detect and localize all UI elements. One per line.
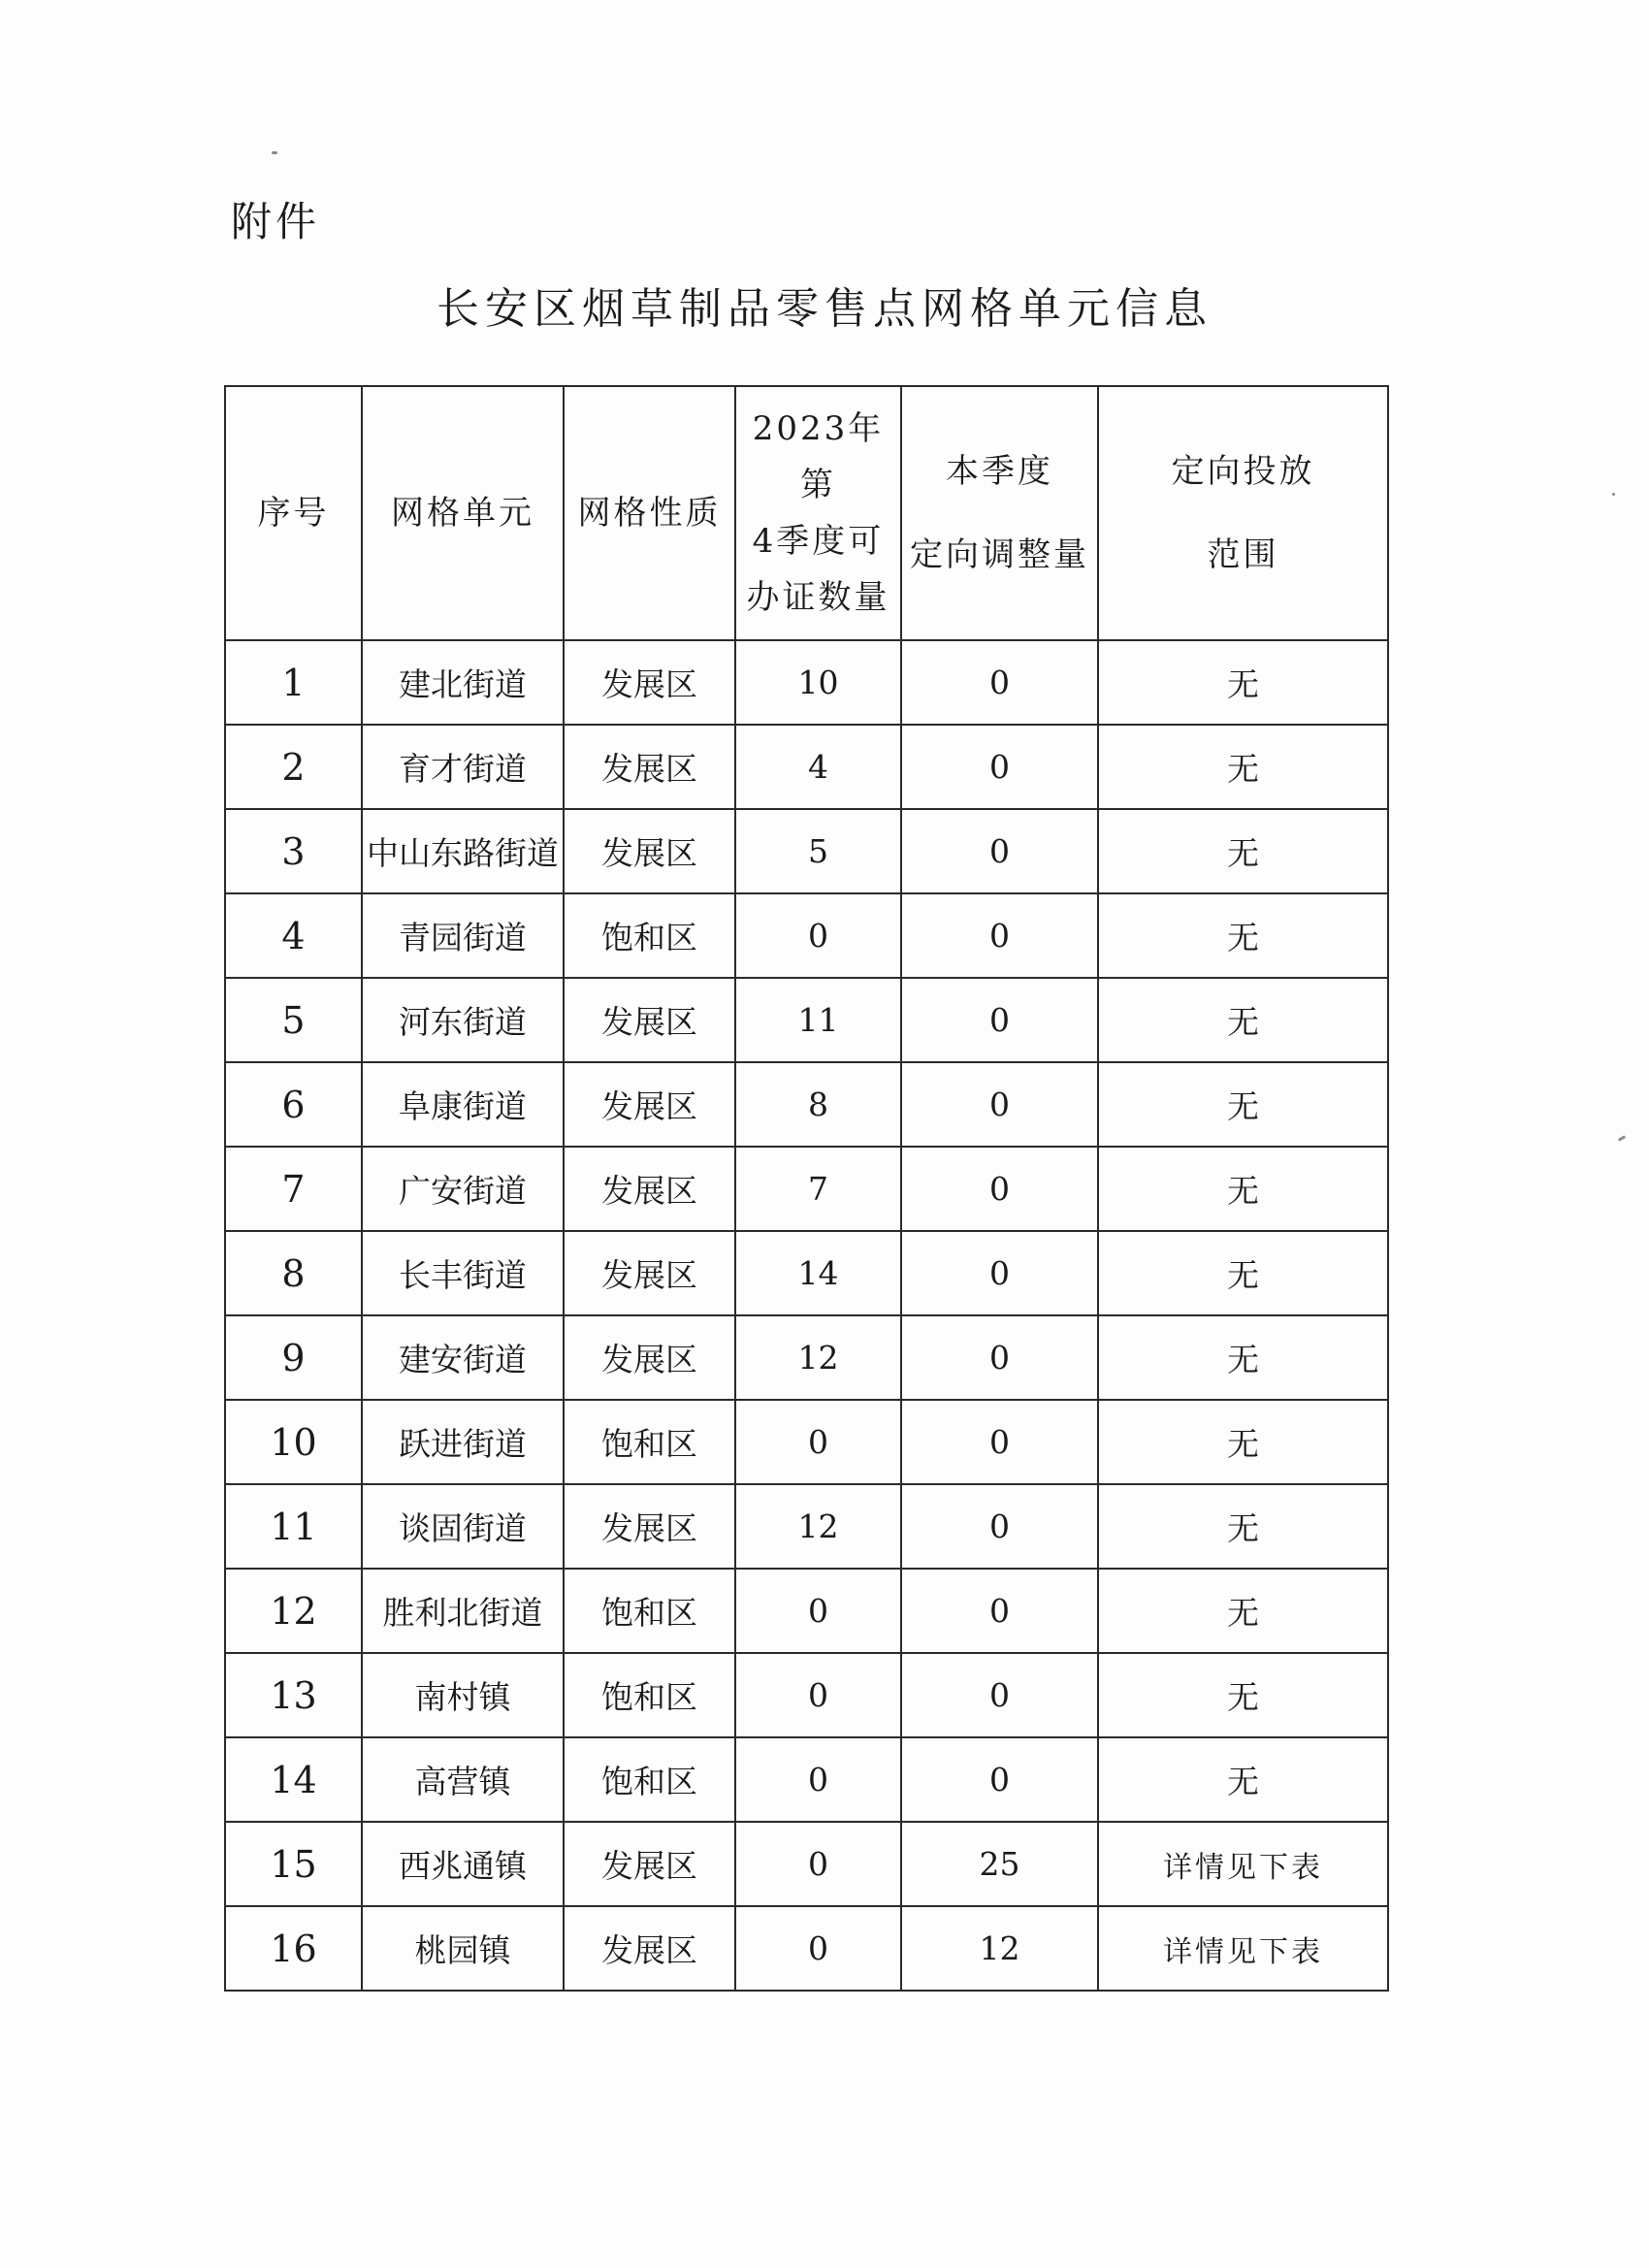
cell-scope: 无	[1098, 1231, 1388, 1315]
table-row	[225, 1484, 1388, 1569]
cell-grid-unit: 桃园镇	[362, 1906, 564, 1991]
cell-grid-type: 发展区	[564, 1147, 735, 1231]
cell-index: 5	[225, 978, 362, 1062]
table-header-row	[225, 386, 1388, 640]
cell-index: 7	[225, 1147, 362, 1231]
table-row	[225, 1906, 1388, 1991]
cell-permits: 10	[735, 640, 901, 725]
cell-grid-unit: 广安街道	[362, 1147, 564, 1231]
grid-unit-table	[224, 385, 1389, 1992]
cell-grid-unit: 高营镇	[362, 1737, 564, 1822]
cell-index: 14	[225, 1737, 362, 1822]
cell-permits: 11	[735, 978, 901, 1062]
scan-speck	[272, 151, 277, 154]
cell-permits: 7	[735, 1147, 901, 1231]
cell-adjustment: 12	[901, 1906, 1098, 1991]
table-row	[225, 1569, 1388, 1653]
scan-speck	[1612, 493, 1615, 496]
cell-permits: 4	[735, 725, 901, 809]
header-adjustment-line2: 定向调整量	[910, 535, 1089, 574]
cell-grid-unit: 中山东路街道	[362, 809, 564, 893]
cell-grid-type: 发展区	[564, 1906, 735, 1991]
cell-adjustment: 0	[901, 1653, 1098, 1737]
table-row	[225, 809, 1388, 893]
cell-scope: 无	[1098, 1653, 1388, 1737]
cell-permits: 5	[735, 809, 901, 893]
cell-index: 12	[225, 1569, 362, 1653]
cell-index: 10	[225, 1400, 362, 1484]
header-permits-line1: 2023年第	[752, 409, 885, 504]
header-permits	[735, 386, 901, 640]
cell-scope: 无	[1098, 1147, 1388, 1231]
cell-scope: 详情见下表	[1098, 1822, 1388, 1906]
table-row	[225, 725, 1388, 809]
cell-scope: 无	[1098, 978, 1388, 1062]
cell-grid-unit: 育才街道	[362, 725, 564, 809]
table-row	[225, 1315, 1388, 1400]
cell-grid-unit: 阜康街道	[362, 1062, 564, 1147]
scan-speck	[1618, 1135, 1626, 1142]
cell-grid-type: 发展区	[564, 1822, 735, 1906]
cell-permits: 12	[735, 1484, 901, 1569]
cell-grid-type: 饱和区	[564, 1400, 735, 1484]
cell-scope: 无	[1098, 1737, 1388, 1822]
cell-grid-type: 发展区	[564, 1062, 735, 1147]
cell-adjustment: 0	[901, 1315, 1098, 1400]
cell-grid-type: 发展区	[564, 640, 735, 725]
cell-grid-unit: 谈固街道	[362, 1484, 564, 1569]
attachment-label: 附件	[231, 198, 321, 245]
header-adjustment-line1: 本季度	[946, 452, 1053, 491]
header-index: 序号	[225, 386, 362, 640]
cell-grid-unit: 建安街道	[362, 1315, 564, 1400]
table-row	[225, 1737, 1388, 1822]
cell-grid-type: 饱和区	[564, 1737, 735, 1822]
cell-permits: 0	[735, 1737, 901, 1822]
cell-adjustment: 0	[901, 893, 1098, 978]
cell-index: 13	[225, 1653, 362, 1737]
cell-adjustment: 0	[901, 725, 1098, 809]
cell-index: 11	[225, 1484, 362, 1569]
cell-adjustment: 0	[901, 1062, 1098, 1147]
cell-index: 9	[225, 1315, 362, 1400]
cell-scope: 详情见下表	[1098, 1906, 1388, 1991]
table-row	[225, 1400, 1388, 1484]
cell-scope: 无	[1098, 1400, 1388, 1484]
cell-adjustment: 0	[901, 1231, 1098, 1315]
cell-adjustment: 0	[901, 1147, 1098, 1231]
cell-grid-type: 发展区	[564, 725, 735, 809]
cell-permits: 0	[735, 1400, 901, 1484]
header-adjustment	[901, 386, 1098, 640]
header-scope	[1098, 386, 1388, 640]
cell-scope: 无	[1098, 640, 1388, 725]
cell-grid-unit: 青园街道	[362, 893, 564, 978]
cell-grid-type: 饱和区	[564, 1653, 735, 1737]
cell-permits: 12	[735, 1315, 901, 1400]
cell-index: 16	[225, 1906, 362, 1991]
cell-adjustment: 0	[901, 978, 1098, 1062]
cell-index: 6	[225, 1062, 362, 1147]
cell-adjustment: 0	[901, 1484, 1098, 1569]
header-scope-line1: 定向投放	[1171, 452, 1315, 491]
cell-scope: 无	[1098, 1569, 1388, 1653]
header-grid-unit: 网格单元	[362, 386, 564, 640]
cell-grid-type: 发展区	[564, 1484, 735, 1569]
cell-adjustment: 0	[901, 1569, 1098, 1653]
cell-grid-unit: 长丰街道	[362, 1231, 564, 1315]
cell-permits: 0	[735, 1822, 901, 1906]
cell-scope: 无	[1098, 1315, 1388, 1400]
cell-grid-unit: 西兆通镇	[362, 1822, 564, 1906]
cell-index: 4	[225, 893, 362, 978]
header-scope-line2: 范围	[1207, 535, 1279, 574]
table-row	[225, 640, 1388, 725]
cell-adjustment: 0	[901, 809, 1098, 893]
cell-adjustment: 0	[901, 1400, 1098, 1484]
header-grid-type: 网格性质	[564, 386, 735, 640]
cell-grid-type: 发展区	[564, 1315, 735, 1400]
cell-scope: 无	[1098, 1484, 1388, 1569]
cell-index: 3	[225, 809, 362, 893]
cell-scope: 无	[1098, 725, 1388, 809]
header-permits-line2: 4季度可	[752, 522, 885, 561]
cell-grid-unit: 胜利北街道	[362, 1569, 564, 1653]
cell-grid-type: 发展区	[564, 978, 735, 1062]
cell-adjustment: 25	[901, 1822, 1098, 1906]
cell-scope: 无	[1098, 893, 1388, 978]
header-permits-line3: 办证数量	[746, 578, 890, 617]
cell-permits: 0	[735, 893, 901, 978]
table-row	[225, 1231, 1388, 1315]
cell-index: 2	[225, 725, 362, 809]
cell-grid-unit: 建北街道	[362, 640, 564, 725]
table-row	[225, 978, 1388, 1062]
cell-grid-unit: 南村镇	[362, 1653, 564, 1737]
cell-grid-unit: 河东街道	[362, 978, 564, 1062]
cell-grid-type: 发展区	[564, 1231, 735, 1315]
cell-grid-type: 发展区	[564, 809, 735, 893]
cell-permits: 0	[735, 1569, 901, 1653]
table-row	[225, 1062, 1388, 1147]
cell-permits: 0	[735, 1906, 901, 1991]
cell-grid-type: 饱和区	[564, 1569, 735, 1653]
table-row	[225, 1147, 1388, 1231]
document-title: 长安区烟草制品零售点网格单元信息	[436, 284, 1212, 334]
cell-index: 1	[225, 640, 362, 725]
cell-scope: 无	[1098, 1062, 1388, 1147]
table-row	[225, 1822, 1388, 1906]
cell-permits: 0	[735, 1653, 901, 1737]
cell-index: 8	[225, 1231, 362, 1315]
cell-grid-type: 饱和区	[564, 893, 735, 978]
cell-index: 15	[225, 1822, 362, 1906]
cell-permits: 14	[735, 1231, 901, 1315]
cell-adjustment: 0	[901, 640, 1098, 725]
cell-scope: 无	[1098, 809, 1388, 893]
table-row	[225, 1653, 1388, 1737]
cell-grid-unit: 跃进街道	[362, 1400, 564, 1484]
cell-permits: 8	[735, 1062, 901, 1147]
table-row	[225, 893, 1388, 978]
cell-adjustment: 0	[901, 1737, 1098, 1822]
